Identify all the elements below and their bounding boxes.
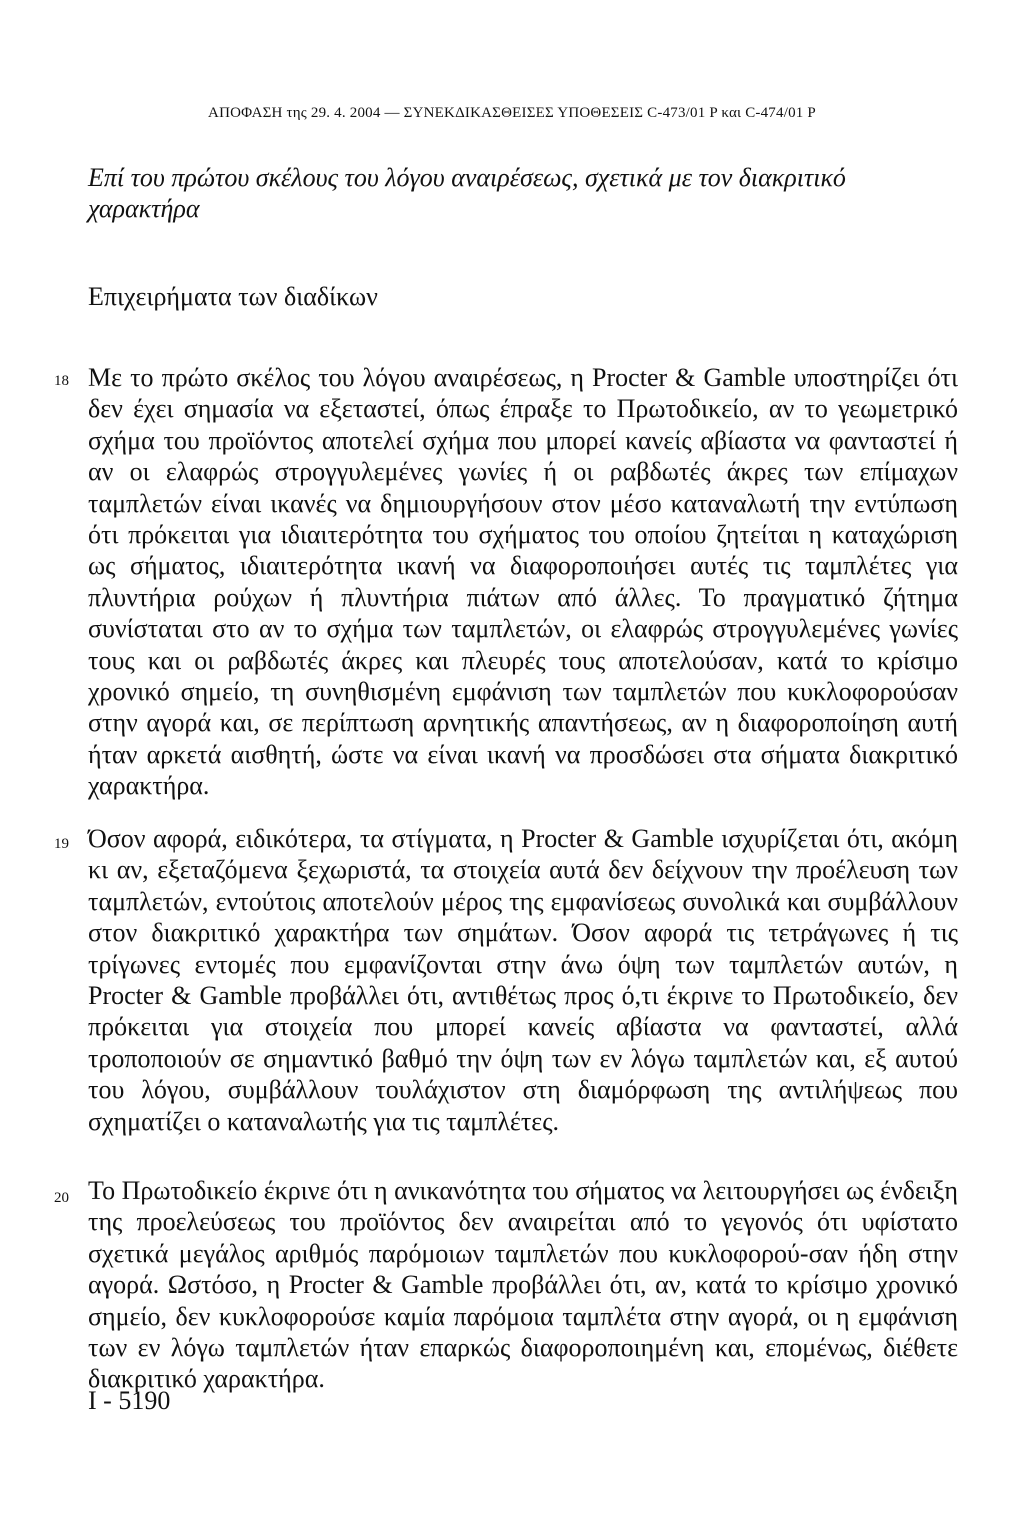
page-number: I - 5190 bbox=[88, 1386, 171, 1415]
paragraph-number-19: 19 bbox=[54, 836, 69, 852]
paragraph-number-18: 18 bbox=[54, 373, 69, 389]
paragraph-18: Με το πρώτο σκέλος του λόγου αναιρέσεως, η Procter & Gamble υποστηρίζει ότι δεν έχει σημασία να εξεταστεί, όπως έπραξε το Πρωτοδικείο, αν το γεωμετρικό σχήμα του προϊόντος αποτελεί σχήμα που μπορεί κανείς αβίαστα να φανταστεί ή αν οι ελαφρώς στρογγυλεμένες γωνίες ή οι ραβδωτές άκρες των επίμαχων ταμπλετών είναι ικανές να δημιουργήσουν στον μέσο καταναλωτή την εντύπωση ότι πρόκειται για ιδιαιτερότητα του σχήματος του οποίου ζητείται η καταχώριση ως σήματος, ιδιαιτερότητα ικανή να διαφοροποιήσει αυτές τις ταμπλέτες για πλυντήρια ρούχων ή πλυντήρια πιάτων από άλλες. Το πραγματικό ζήτημα συνίσταται στο αν το σχήμα των ταμπλετών, οι ελαφρώς στρογγυλεμένες γωνίες τους και οι ραβδωτές άκρες και πλευρές τους αποτελούσαν, κατά το κρίσιμο χρονικό σημείο, τη συνηθισμένη εμφάνιση των ταμπλετών που κυκλοφορούσαν στην αγορά και, σε περίπτωση αρνητικής απαντήσεως, αν η διαφοροποίηση αυτή ήταν αρκετά αισθητή, ώστε να είναι ικανή να προσδώσει στα σήματα διακριτικό χαρακτήρα. bbox=[88, 363, 958, 801]
paragraph-19: Όσον αφορά, ειδικότερα, τα στίγματα, η Procter & Gamble ισχυρίζεται ότι, ακόμη κι αν, εξεταζόμενα ξεχωριστά, τα στοιχεία αυτά δεν δείχνουν την προέλευση των ταμπλετών, εντούτοις αποτελούν μέρος της εμφανίσεως συνολικά και συμβάλλουν στον διακριτικό χαρακτήρα των σημάτων. Όσον αφορά τις τετράγωνες ή τις τρίγωνες εντομές που εμφανίζονται στην άνω όψη των ταμπλετών αυτών, η Procter & Gamble προβάλλει ότι, αντιθέτως προς ό,τι έκρινε το Πρωτοδικείο, δεν πρόκειται για στοιχεία που μπορεί κανείς αβίαστα να φανταστεί, αλλά τροποποιούν σε σημαντικό βαθμό την όψη των εν λόγω ταμπλετών και, εξ αυτού του λόγου, συμβάλλουν τουλάχιστον στη διαμόρφωση της αντιλήψεως που σχηματίζει ο καταναλωτής για τις ταμπλέτες. bbox=[88, 824, 958, 1136]
section-heading: Επί του πρώτου σκέλους του λόγου αναιρέσεως, σχετικά με τον διακριτικό χαρακτήρα bbox=[88, 163, 846, 223]
paragraph-number-20: 20 bbox=[54, 1190, 69, 1206]
paragraph-20: Το Πρωτοδικείο έκρινε ότι η ανικανότητα του σήματος να λειτουργήσει ως ένδειξη της προελεύσεως του προϊόντος δεν αναιρείται από το γεγονός ότι υφίστατο σχετικά μεγάλος αριθμός παρόμοιων ταμπλετών που κυκλοφορού-σαν ήδη στην αγορά. Ωστόσο, η Procter & Gamble προβάλλει ότι, αν, κατά το κρίσιμο χρονικό σημείο, δεν κυκλοφορούσε καμία παρόμοια ταμπλέτα στην αγορά, οι η εμφάνιση των εν λόγω ταμπλετών ήταν επαρκώς διαφοροποιημένη και, επομένως, διέθετε διακριτικό χαρακτήρα. bbox=[88, 1176, 958, 1394]
section-subheading: Επιχειρήματα των διαδίκων bbox=[88, 282, 378, 311]
running-header: ΑΠΟΦΑΣΗ της 29. 4. 2004 — ΣΥΝΕΚΔΙΚΑΣΘΕΙΣΕΣ ΥΠΟΘΕΣΕΙΣ C-473/01 P και C-474/01 P bbox=[208, 105, 816, 121]
